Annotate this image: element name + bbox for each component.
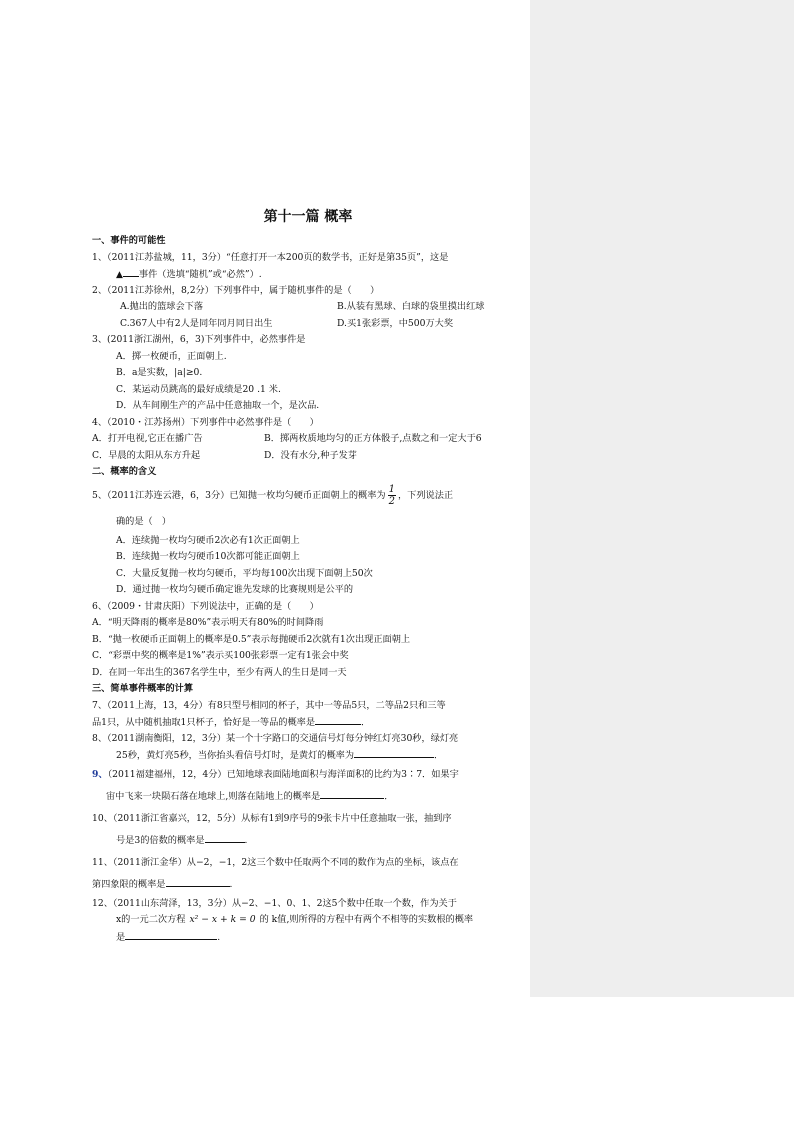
q5-stem-tail: ，下列说法正	[397, 489, 454, 501]
q5-stem	[92, 481, 524, 511]
section-heading-2: 二、概率的含义	[92, 466, 157, 477]
q8-answer-blank	[354, 747, 434, 758]
q11-line2-text: 第四象限的概率是	[92, 878, 166, 890]
q4-option-b: B．掷两枚质地均匀的正方体骰子,点数之和一定大于6	[264, 433, 482, 444]
q6-option-b: B．“抛一枚硬币正面朝上的概率是0.5”表示每抛硬币2次就有1次出现正面朝上	[92, 633, 411, 645]
q7-line1: 7、（2011上海，13，4分）有8只型号相同的杯子，其中一等品5只，二等品2只和三等	[92, 699, 446, 711]
fraction-denominator: 2	[388, 495, 395, 507]
q1-line1: 1、（2011江苏盐城，11，3分）“任意打开一本200页的数学书，正好是第35页”，这是	[92, 251, 449, 263]
q2-option-b: B.从装有黑球、白球的袋里摸出红球	[337, 301, 485, 312]
q10-answer-blank	[205, 832, 245, 843]
document-page	[92, 205, 524, 945]
q6-option-a: A．“明天降雨的概率是80%”表示明天有80%的时间降雨	[92, 617, 324, 628]
q7-period: ．	[361, 717, 371, 728]
q9-period: ．	[384, 790, 394, 802]
q9-line2	[92, 786, 524, 808]
q9-line2-text: 宙中飞来一块陨石落在地球上,则落在陆地上的概率是	[106, 790, 321, 802]
q8-line1: 8、（2011湖南衡阳，12，3分）某一个十字路口的交通信号灯每分钟红灯亮30秒，绿灯亮	[92, 732, 459, 744]
q6-option-d: D．在同一年出生的367名学生中，至少有两人的生日是同一天	[92, 666, 347, 678]
q11-line2	[92, 874, 524, 896]
q12-line2-tail: 的 k值,则所得的方程中有两个不相等的实数根的概率	[259, 914, 474, 925]
q4-row2	[92, 448, 524, 465]
q9-number: 9、	[92, 768, 108, 780]
q5-option-a: A．连续抛一枚均匀硬币2次必有1次正面朝上	[116, 534, 300, 546]
q3-option-c: C．某运动员跳高的最好成绩是20 .1 米.	[116, 383, 281, 395]
q3-option-a: A．掷一枚硬币，正面朝上.	[116, 350, 227, 362]
q10-line2	[92, 830, 524, 852]
q7-line2	[92, 714, 524, 731]
q4-stem: 4、（2010・江苏扬州）下列事件中必然事件是（ ）	[92, 416, 319, 428]
q3-option-b: B．a是实数，|a|≥0.	[116, 367, 203, 378]
q11-line1: 11、（2011浙江金华）从−2，−1，2这三个数中任取两个不同的数作为点的坐标，该点在	[92, 856, 459, 868]
q7-answer-blank	[315, 714, 361, 725]
q12-answer-blank	[125, 929, 217, 940]
q12-line2	[92, 912, 524, 929]
q12-line1: 12、（2011山东菏泽，13，3分）从−2、−1、0、1、2这5个数中任取一个数，作为关于	[92, 897, 457, 909]
q2-option-a: A.抛出的篮球会下落	[120, 301, 204, 312]
q2-stem: 2、（2011江苏徐州，8,2分）下列事件中，属于随机事件的是（ ）	[92, 284, 380, 296]
q4-option-d: D．没有水分,种子发芽	[264, 449, 357, 461]
page-title: 第十一篇 概率	[263, 209, 353, 225]
q12-line3-text: 是	[116, 931, 126, 943]
q3-stem: 3、(2011浙江湖州，6，3)下列事件中，必然事件是	[92, 334, 306, 345]
q8-line2-text: 25秒，黄灯亮5秒，当你抬头看信号灯时，是黄灯的概率为	[116, 750, 355, 761]
q4-option-a: A．打开电视,它正在播广告	[92, 433, 203, 444]
q9-line1-text: （2011福建福州，12，4分）已知地球表面陆地面积与海洋面积的比约为3∶7．如果宇	[107, 768, 459, 780]
q6-option-c: C．“彩票中奖的概率是1%”表示买100张彩票一定有1张会中奖	[92, 650, 349, 661]
q8-period: ．	[434, 750, 444, 761]
q9-answer-blank	[320, 788, 384, 799]
q9-line1	[92, 764, 524, 786]
q5-stem2: 确的是（ ）	[116, 515, 172, 527]
q11-period: .	[229, 878, 233, 890]
fraction-one-half	[388, 484, 396, 507]
answer-marker-icon: ▲	[116, 270, 123, 280]
q1-line2	[92, 266, 524, 283]
q1-line2-text: 事件（选填“随机”或“必然”）.	[138, 269, 262, 280]
q12-period: .	[217, 931, 221, 943]
q5-option-d: D．通过抛一枚均匀硬币确定谁先发球的比赛规则是公平的	[116, 584, 354, 595]
q10-line1: 10、（2011浙江省嘉兴，12，5分）从标有1到9序号的9张卡片中任意抽取一张，抽到序	[92, 812, 452, 824]
q3-option-d: D．从车间刚生产的产品中任意抽取一个，是次品.	[116, 400, 320, 411]
q2-option-d: D.买1张彩票，中500万大奖	[337, 317, 454, 329]
q10-period: .	[244, 834, 248, 846]
q5-option-b: B．连续抛一枚均匀硬币10次都可能正面朝上	[116, 551, 300, 562]
section-heading-3: 三、简单事件概率的计算	[92, 683, 194, 694]
q2-row1	[92, 299, 524, 316]
q10-line2-text: 号是3的倍数的概率是	[116, 834, 205, 846]
q4-option-c: C．早晨的太阳从东方升起	[92, 449, 201, 461]
q12-line2-text: x的一元二次方程	[116, 914, 186, 925]
q2-row2	[92, 316, 524, 333]
q1-answer-blank	[123, 266, 139, 277]
q12-line3	[92, 929, 524, 946]
q5-stem-text: 5、（2011江苏连云港，6，3分）已知抛一枚均匀硬币正面朝上的概率为	[92, 489, 386, 501]
q4-row1	[92, 431, 524, 448]
q12-equation: x² − x + k = 0	[189, 914, 256, 925]
q6-stem: 6、（2009・甘肃庆阳）下列说法中，正确的是（ ）	[92, 600, 319, 612]
q5-option-c: C．大量反复抛一枚均匀硬币，平均每100次出现下面朝上50次	[116, 567, 373, 579]
q11-answer-blank	[166, 876, 230, 887]
comment-pane	[530, 0, 794, 997]
fraction-numerator: 1	[388, 483, 395, 495]
q2-option-c: C.367人中有2人是同年同月同日出生	[120, 317, 273, 329]
q7-line2-text: 品1只，从中随机抽取1只杯子，恰好是一等品的概率是	[92, 717, 316, 728]
q8-line2	[92, 747, 524, 764]
section-heading-1: 一、事件的可能性	[92, 235, 166, 246]
